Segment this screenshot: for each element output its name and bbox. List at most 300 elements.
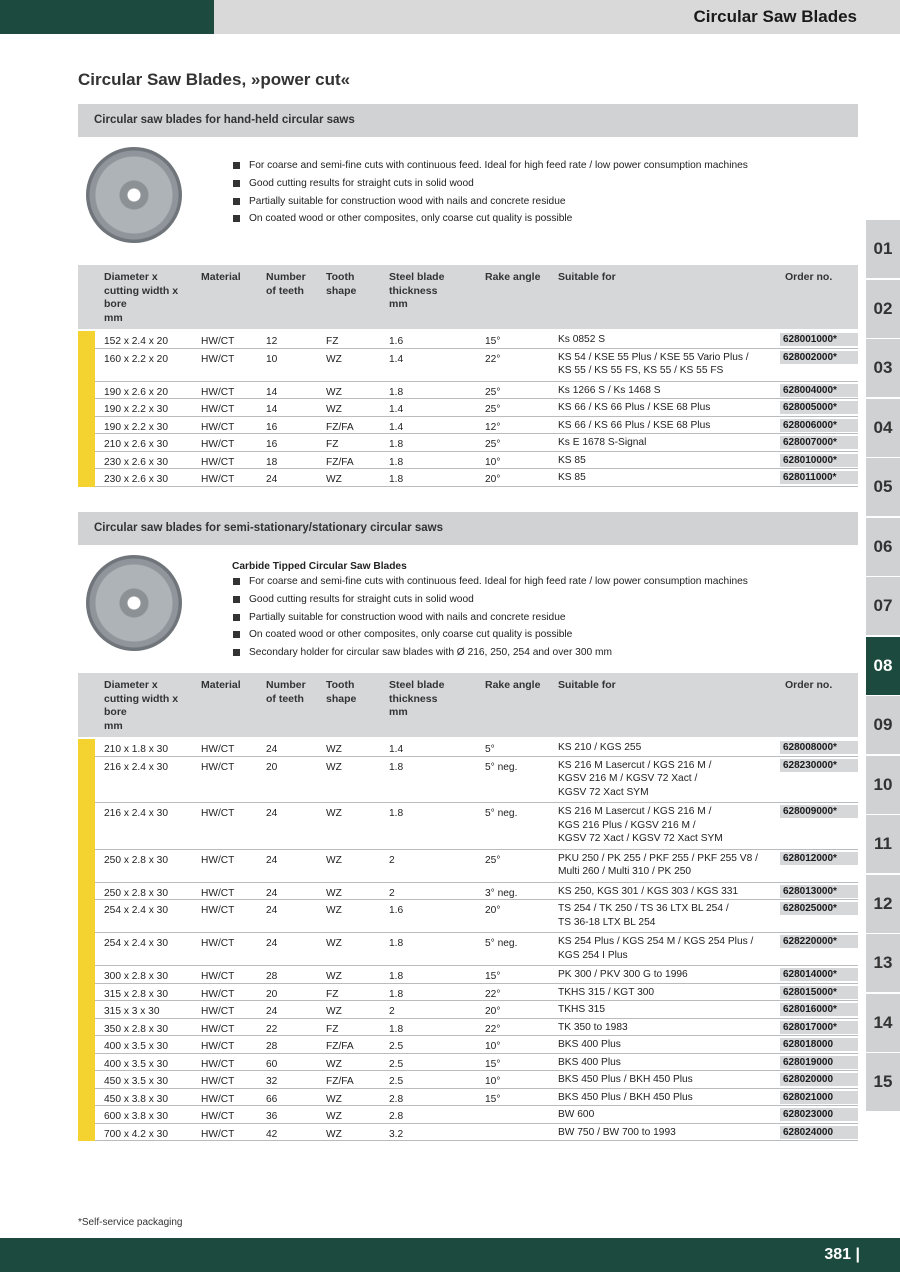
suitable-for-line: PK 300 / PKV 300 G to 1996 bbox=[558, 969, 688, 980]
thickness-cell: 2.8 bbox=[389, 1093, 404, 1105]
rake-angle-cell: 25° bbox=[485, 439, 501, 450]
teeth-cell: 20 bbox=[266, 988, 278, 1000]
thickness-cell: 1.6 bbox=[389, 336, 404, 347]
teeth-cell: 24 bbox=[266, 938, 278, 949]
diameter-cell: 450 x 3.8 x 30 bbox=[104, 1093, 169, 1105]
order-number: 628017000* bbox=[780, 1021, 858, 1034]
rake-angle-cell: 10° bbox=[485, 1041, 501, 1052]
feature-item: Partially suitable for construction wood with nails and concrete residue bbox=[232, 611, 748, 629]
chapter-title: Circular Saw Blades bbox=[693, 7, 857, 26]
col-header-tooth-shape: Tooth shape bbox=[326, 271, 357, 297]
rake-angle-cell: 12° bbox=[485, 421, 501, 433]
teeth-cell: 18 bbox=[266, 456, 278, 468]
diameter-cell: 300 x 2.8 x 30 bbox=[104, 971, 169, 982]
suitable-for-line: PKU 250 / PK 255 / PKF 255 / PKF 255 V8 / bbox=[558, 852, 758, 864]
col-header-teeth: Number of teeth bbox=[266, 271, 306, 297]
row-marker bbox=[78, 757, 95, 804]
suitable-for-line: Ks 1266 S / Ks 1468 S bbox=[558, 384, 661, 396]
thickness-cell: 1.8 bbox=[389, 456, 404, 468]
chapter-tab-05[interactable]: 05 bbox=[866, 458, 900, 516]
rake-angle-cell: 22° bbox=[485, 353, 501, 365]
tooth-shape-cell: WZ bbox=[326, 474, 342, 485]
col-header-rake-angle: Rake angle bbox=[485, 271, 541, 283]
suitable-for-cell bbox=[558, 401, 773, 415]
chapter-tab-15[interactable]: 15 bbox=[866, 1053, 900, 1111]
rake-angle-cell: 10° bbox=[485, 1076, 501, 1087]
diameter-cell: 230 x 2.6 x 30 bbox=[104, 456, 169, 468]
suitable-for-line: KS 250, KGS 301 / KGS 303 / KGS 331 bbox=[558, 885, 739, 897]
thickness-cell: 1.8 bbox=[389, 938, 404, 949]
suitable-for-line: KS 66 / KS 66 Plus / KSE 68 Plus bbox=[558, 402, 711, 413]
col-header-thickness: Steel blade thickness mm bbox=[389, 679, 445, 718]
col-header-material: Material bbox=[201, 679, 241, 691]
material-cell: HW/CT bbox=[201, 336, 235, 347]
thickness-cell: 1.8 bbox=[389, 474, 404, 485]
teeth-cell: 32 bbox=[266, 1076, 278, 1087]
thickness-cell: 2.8 bbox=[389, 1111, 404, 1122]
suitable-for-cell bbox=[558, 741, 773, 755]
material-cell: HW/CT bbox=[201, 386, 235, 398]
section-header-stationary bbox=[78, 512, 858, 545]
order-number: 628005000* bbox=[780, 401, 858, 414]
row-marker bbox=[78, 1106, 95, 1124]
tooth-shape-cell: WZ bbox=[326, 887, 342, 899]
suitable-for-line: TK 350 to 1983 bbox=[558, 1021, 628, 1033]
row-marker bbox=[78, 850, 95, 883]
product-table-stationary bbox=[78, 673, 858, 1141]
row-marker bbox=[78, 382, 95, 400]
thickness-cell: 2 bbox=[389, 1006, 395, 1017]
feature-list bbox=[232, 561, 748, 664]
diameter-cell: 250 x 2.8 x 30 bbox=[104, 854, 169, 866]
row-marker bbox=[78, 349, 95, 382]
order-number: 628008000* bbox=[780, 741, 858, 754]
suitable-for-line: KS 254 Plus / KGS 254 M / KGS 254 Plus / bbox=[558, 936, 754, 947]
chapter-tab-11[interactable]: 11 bbox=[866, 815, 900, 873]
material-cell: HW/CT bbox=[201, 761, 235, 773]
tooth-shape-cell: FZ/FA bbox=[326, 1076, 354, 1087]
page-title: Circular Saw Blades, »power cut« bbox=[78, 70, 351, 89]
suitable-for-line: KGSV 216 M / KGSV 72 Xact / bbox=[558, 773, 698, 784]
col-header-rake-angle: Rake angle bbox=[485, 679, 541, 691]
order-number: 628002000* bbox=[780, 351, 858, 364]
chapter-tab-14[interactable]: 14 bbox=[866, 994, 900, 1052]
suitable-for-cell bbox=[558, 351, 773, 378]
thickness-cell: 1.6 bbox=[389, 905, 404, 916]
rake-angle-cell: 20° bbox=[485, 1006, 501, 1017]
thickness-cell: 1.4 bbox=[389, 404, 404, 415]
col-header-thickness: Steel blade thickness mm bbox=[389, 271, 445, 310]
tooth-shape-cell: FZ bbox=[326, 1023, 339, 1035]
row-marker bbox=[78, 1001, 95, 1019]
tooth-shape-cell: WZ bbox=[326, 744, 342, 755]
teeth-cell: 22 bbox=[266, 1023, 278, 1035]
chapter-tab-03[interactable]: 03 bbox=[866, 339, 900, 397]
chapter-tab-13[interactable]: 13 bbox=[866, 934, 900, 992]
teeth-cell: 42 bbox=[266, 1128, 278, 1140]
rake-angle-cell: 20° bbox=[485, 905, 501, 916]
teeth-cell: 60 bbox=[266, 1058, 278, 1070]
tooth-shape-cell: WZ bbox=[326, 1093, 342, 1105]
suitable-for-line: BW 600 bbox=[558, 1109, 595, 1120]
row-marker bbox=[78, 1054, 95, 1072]
order-number: 628009000* bbox=[780, 805, 858, 818]
material-cell: HW/CT bbox=[201, 1023, 235, 1035]
suitable-for-cell bbox=[558, 885, 773, 899]
thickness-cell: 3.2 bbox=[389, 1128, 404, 1140]
suitable-for-line: BW 750 / BW 700 to 1993 bbox=[558, 1126, 676, 1138]
material-cell: HW/CT bbox=[201, 1006, 235, 1017]
feature-item: For coarse and semi-fine cuts with continuous feed. Ideal for high feed rate / low power consumption machines bbox=[232, 575, 748, 593]
feature-item: Good cutting results for straight cuts in solid wood bbox=[232, 177, 748, 195]
rake-angle-cell: 15° bbox=[485, 1093, 501, 1105]
teeth-cell: 16 bbox=[266, 439, 278, 450]
chapter-tab-08[interactable]: 08 bbox=[866, 637, 900, 695]
order-number: 628018000 bbox=[780, 1038, 858, 1051]
col-header-suitable-for: Suitable for bbox=[558, 679, 616, 691]
suitable-for-cell bbox=[558, 935, 773, 962]
table-row bbox=[78, 452, 858, 470]
diameter-cell: 350 x 2.8 x 30 bbox=[104, 1023, 169, 1035]
order-number: 628019000 bbox=[780, 1056, 858, 1069]
thickness-cell: 1.4 bbox=[389, 744, 404, 755]
section-title: Circular saw blades for semi-stationary/stationary circular saws bbox=[94, 522, 443, 534]
suitable-for-line: BKS 400 Plus bbox=[558, 1039, 621, 1050]
row-marker bbox=[78, 933, 95, 966]
row-marker bbox=[78, 1019, 95, 1037]
rake-angle-cell: 20° bbox=[485, 474, 501, 485]
suitable-for-line: Ks 0852 S bbox=[558, 334, 606, 345]
suitable-for-line: KS 54 / KSE 55 Plus / KSE 55 Vario Plus / bbox=[558, 351, 749, 363]
diameter-cell: 250 x 2.8 x 30 bbox=[104, 887, 169, 899]
teeth-cell: 36 bbox=[266, 1111, 278, 1122]
rake-angle-cell: 5° bbox=[485, 744, 495, 755]
row-marker bbox=[78, 966, 95, 984]
row-marker bbox=[78, 331, 95, 349]
diameter-cell: 254 x 2.4 x 30 bbox=[104, 938, 169, 949]
suitable-for-line: KS 85 bbox=[558, 454, 586, 466]
suitable-for-line: KS 210 / KGS 255 bbox=[558, 742, 642, 753]
suitable-for-cell bbox=[558, 333, 773, 347]
table-row bbox=[78, 933, 858, 966]
suitable-for-line: TS 254 / TK 250 / TS 36 LTX BL 254 / bbox=[558, 903, 729, 914]
material-cell: HW/CT bbox=[201, 1111, 235, 1122]
tooth-shape-cell: FZ bbox=[326, 988, 339, 1000]
teeth-cell: 16 bbox=[266, 421, 278, 433]
diameter-cell: 152 x 2.4 x 20 bbox=[104, 336, 169, 347]
suitable-for-line: TS 36-18 LTX BL 254 bbox=[558, 916, 656, 928]
suitable-for-line: TKHS 315 / KGT 300 bbox=[558, 986, 655, 998]
col-header-tooth-shape: Tooth shape bbox=[326, 679, 357, 705]
col-header-order-no: Order no. bbox=[785, 271, 833, 283]
thickness-cell: 1.4 bbox=[389, 353, 404, 365]
saw-blade-image bbox=[86, 147, 182, 243]
product-table-handheld bbox=[78, 265, 858, 487]
table-row bbox=[78, 739, 858, 757]
material-cell: HW/CT bbox=[201, 1041, 235, 1052]
table-row bbox=[78, 382, 858, 400]
tooth-shape-cell: FZ/FA bbox=[326, 421, 354, 433]
teeth-cell: 66 bbox=[266, 1093, 278, 1105]
diameter-cell: 450 x 3.5 x 30 bbox=[104, 1076, 169, 1087]
material-cell: HW/CT bbox=[201, 353, 235, 365]
suitable-for-cell bbox=[558, 1126, 773, 1140]
rake-angle-cell: 15° bbox=[485, 1058, 501, 1070]
row-marker bbox=[78, 739, 95, 757]
diameter-cell: 210 x 2.6 x 30 bbox=[104, 439, 169, 450]
tooth-shape-cell: FZ bbox=[326, 439, 339, 450]
suitable-for-line: Ks E 1678 S-Signal bbox=[558, 437, 647, 448]
order-number: 628014000* bbox=[780, 968, 858, 981]
suitable-for-cell bbox=[558, 852, 773, 879]
table-row bbox=[78, 1089, 858, 1107]
teeth-cell: 14 bbox=[266, 404, 278, 415]
tooth-shape-cell: WZ bbox=[326, 386, 342, 398]
col-header-suitable-for: Suitable for bbox=[558, 271, 616, 283]
suitable-for-line: Multi 260 / Multi 310 / PK 250 bbox=[558, 866, 692, 877]
suitable-for-cell bbox=[558, 968, 773, 982]
feature-list bbox=[232, 159, 748, 230]
thickness-cell: 1.4 bbox=[389, 421, 404, 433]
suitable-for-line: BKS 450 Plus / BKH 450 Plus bbox=[558, 1091, 693, 1103]
order-number: 628004000* bbox=[780, 384, 858, 397]
teeth-cell: 24 bbox=[266, 854, 278, 866]
bottom-bar bbox=[0, 1238, 900, 1272]
suitable-for-line: TKHS 315 bbox=[558, 1004, 605, 1015]
suitable-for-cell bbox=[558, 454, 773, 468]
suitable-for-cell bbox=[558, 805, 773, 846]
thickness-cell: 2.5 bbox=[389, 1058, 404, 1070]
tooth-shape-cell: WZ bbox=[326, 938, 342, 949]
row-marker bbox=[78, 469, 95, 487]
order-number: 628024000 bbox=[780, 1126, 858, 1139]
feature-list-title: Carbide Tipped Circular Saw Blades bbox=[232, 561, 407, 572]
chapter-tab-02[interactable]: 02 bbox=[866, 280, 900, 338]
tooth-shape-cell: FZ/FA bbox=[326, 456, 354, 468]
suitable-for-cell bbox=[558, 1108, 773, 1122]
rake-angle-cell: 25° bbox=[485, 404, 501, 415]
thickness-cell: 1.8 bbox=[389, 439, 404, 450]
rake-angle-cell: 22° bbox=[485, 988, 501, 1000]
table-row bbox=[78, 1124, 858, 1142]
tooth-shape-cell: WZ bbox=[326, 353, 342, 365]
tooth-shape-cell: FZ bbox=[326, 336, 339, 347]
order-number: 628020000 bbox=[780, 1073, 858, 1086]
material-cell: HW/CT bbox=[201, 1058, 235, 1070]
rake-angle-cell: 15° bbox=[485, 336, 501, 347]
table-header bbox=[78, 673, 858, 737]
diameter-cell: 315 x 2.8 x 30 bbox=[104, 988, 169, 1000]
material-cell: HW/CT bbox=[201, 971, 235, 982]
row-marker bbox=[78, 984, 95, 1002]
material-cell: HW/CT bbox=[201, 938, 235, 949]
diameter-cell: 210 x 1.8 x 30 bbox=[104, 744, 169, 755]
order-number: 628007000* bbox=[780, 436, 858, 449]
order-number: 628230000* bbox=[780, 759, 858, 772]
suitable-for-line: KS 55 / KS 55 FS, KS 55 / KS 55 FS bbox=[558, 365, 724, 376]
suitable-for-cell bbox=[558, 471, 773, 485]
suitable-for-cell bbox=[558, 986, 773, 1000]
suitable-for-line: KS 66 / KS 66 Plus / KSE 68 Plus bbox=[558, 419, 711, 431]
material-cell: HW/CT bbox=[201, 854, 235, 866]
table-row bbox=[78, 1071, 858, 1089]
tooth-shape-cell: FZ/FA bbox=[326, 1041, 354, 1052]
teeth-cell: 14 bbox=[266, 386, 278, 398]
tooth-shape-cell: WZ bbox=[326, 1058, 342, 1070]
chapter-tab-10[interactable]: 10 bbox=[866, 756, 900, 814]
teeth-cell: 24 bbox=[266, 744, 278, 755]
table-row bbox=[78, 1106, 858, 1124]
thickness-cell: 2.5 bbox=[389, 1076, 404, 1087]
table-row bbox=[78, 984, 858, 1002]
chapter-tab-04[interactable]: 04 bbox=[866, 399, 900, 457]
feature-item: Partially suitable for construction wood with nails and concrete residue bbox=[232, 195, 748, 213]
col-header-order-no: Order no. bbox=[785, 679, 833, 691]
col-header-diameter: Diameter x cutting width x bore mm bbox=[104, 679, 179, 732]
table-row bbox=[78, 850, 858, 883]
thickness-cell: 1.8 bbox=[389, 386, 404, 398]
teeth-cell: 12 bbox=[266, 336, 278, 347]
material-cell: HW/CT bbox=[201, 404, 235, 415]
chapter-tab-09[interactable]: 09 bbox=[866, 696, 900, 754]
section-header-handheld bbox=[78, 104, 858, 137]
tooth-shape-cell: WZ bbox=[326, 854, 342, 866]
tooth-shape-cell: WZ bbox=[326, 808, 342, 819]
suitable-for-cell bbox=[558, 1056, 773, 1070]
teeth-cell: 24 bbox=[266, 474, 278, 485]
diameter-cell: 254 x 2.4 x 30 bbox=[104, 905, 169, 916]
material-cell: HW/CT bbox=[201, 474, 235, 485]
chapter-tab-06[interactable]: 06 bbox=[866, 518, 900, 576]
suitable-for-line: BKS 400 Plus bbox=[558, 1056, 621, 1068]
suitable-for-cell bbox=[558, 1073, 773, 1087]
material-cell: HW/CT bbox=[201, 439, 235, 450]
table-row bbox=[78, 757, 858, 804]
tooth-shape-cell: WZ bbox=[326, 761, 342, 773]
suitable-for-cell bbox=[558, 436, 773, 450]
diameter-cell: 400 x 3.5 x 30 bbox=[104, 1041, 169, 1052]
order-number: 628021000 bbox=[780, 1091, 858, 1104]
material-cell: HW/CT bbox=[201, 1076, 235, 1087]
tooth-shape-cell: WZ bbox=[326, 404, 342, 415]
table-row bbox=[78, 883, 858, 901]
top-bar bbox=[0, 0, 900, 34]
suitable-for-cell bbox=[558, 1021, 773, 1035]
rake-angle-cell: 15° bbox=[485, 971, 501, 982]
row-marker bbox=[78, 1071, 95, 1089]
diameter-cell: 700 x 4.2 x 30 bbox=[104, 1128, 169, 1140]
rake-angle-cell: 25° bbox=[485, 854, 501, 866]
top-bar-accent bbox=[0, 0, 214, 34]
feature-item: On coated wood or other composites, only coarse cut quality is possible bbox=[232, 212, 748, 230]
suitable-for-line: KS 216 M Lasercut / KGS 216 M / bbox=[558, 759, 712, 771]
teeth-cell: 28 bbox=[266, 971, 278, 982]
table-row bbox=[78, 966, 858, 984]
col-header-material: Material bbox=[201, 271, 241, 283]
thickness-cell: 1.8 bbox=[389, 1023, 404, 1035]
rake-angle-cell: 25° bbox=[485, 386, 501, 398]
thickness-cell: 1.8 bbox=[389, 761, 404, 773]
row-marker bbox=[78, 417, 95, 435]
order-number: 628220000* bbox=[780, 935, 858, 948]
material-cell: HW/CT bbox=[201, 905, 235, 916]
order-number: 628015000* bbox=[780, 986, 858, 999]
order-number: 628016000* bbox=[780, 1003, 858, 1016]
thickness-cell: 1.8 bbox=[389, 971, 404, 982]
feature-item: On coated wood or other composites, only coarse cut quality is possible bbox=[232, 628, 748, 646]
table-row bbox=[78, 349, 858, 382]
table-row bbox=[78, 900, 858, 933]
table-row bbox=[78, 1054, 858, 1072]
rake-angle-cell: 5° neg. bbox=[485, 761, 518, 773]
suitable-for-cell bbox=[558, 902, 773, 929]
suitable-for-line: KS 85 bbox=[558, 472, 586, 483]
thickness-cell: 2.5 bbox=[389, 1041, 404, 1052]
material-cell: HW/CT bbox=[201, 421, 235, 433]
feature-item: Good cutting results for straight cuts in solid wood bbox=[232, 593, 748, 611]
section-title: Circular saw blades for hand-held circular saws bbox=[94, 114, 355, 126]
thickness-cell: 2 bbox=[389, 887, 395, 899]
suitable-for-cell bbox=[558, 1003, 773, 1017]
chapter-tab-12[interactable]: 12 bbox=[866, 875, 900, 933]
material-cell: HW/CT bbox=[201, 988, 235, 1000]
table-row bbox=[78, 1001, 858, 1019]
suitable-for-line: KGSV 72 Xact SYM bbox=[558, 786, 649, 798]
material-cell: HW/CT bbox=[201, 744, 235, 755]
suitable-for-cell bbox=[558, 1038, 773, 1052]
feature-item: For coarse and semi-fine cuts with continuous feed. Ideal for high feed rate / low power consumption machines bbox=[232, 159, 748, 177]
diameter-cell: 216 x 2.4 x 30 bbox=[104, 808, 169, 819]
order-number: 628006000* bbox=[780, 419, 858, 432]
col-header-teeth: Number of teeth bbox=[266, 679, 306, 705]
thickness-cell: 1.8 bbox=[389, 808, 404, 819]
row-marker bbox=[78, 434, 95, 452]
row-marker bbox=[78, 1124, 95, 1142]
material-cell: HW/CT bbox=[201, 808, 235, 819]
order-number: 628023000 bbox=[780, 1108, 858, 1121]
order-number: 628011000* bbox=[780, 471, 858, 484]
order-number: 628012000* bbox=[780, 852, 858, 865]
row-marker bbox=[78, 1089, 95, 1107]
row-marker bbox=[78, 1036, 95, 1054]
suitable-for-cell bbox=[558, 384, 773, 398]
teeth-cell: 24 bbox=[266, 905, 278, 916]
suitable-for-cell bbox=[558, 759, 773, 800]
suitable-for-cell bbox=[558, 1091, 773, 1105]
rake-angle-cell: 5° neg. bbox=[485, 808, 518, 819]
feature-item: Secondary holder for circular saw blades with Ø 216, 250, 254 and over 300 mm bbox=[232, 646, 748, 664]
row-marker bbox=[78, 900, 95, 933]
order-number: 628001000* bbox=[780, 333, 858, 346]
tooth-shape-cell: WZ bbox=[326, 1128, 342, 1140]
chapter-tab-07[interactable]: 07 bbox=[866, 577, 900, 635]
col-header-diameter: Diameter x cutting width x bore mm bbox=[104, 271, 179, 324]
diameter-cell: 400 x 3.5 x 30 bbox=[104, 1058, 169, 1070]
rake-angle-cell: 22° bbox=[485, 1023, 501, 1035]
tooth-shape-cell: WZ bbox=[326, 905, 342, 916]
tooth-shape-cell: WZ bbox=[326, 971, 342, 982]
tooth-shape-cell: WZ bbox=[326, 1006, 342, 1017]
suitable-for-line: KGS 216 Plus / KGSV 216 M / bbox=[558, 819, 696, 831]
order-number: 628025000* bbox=[780, 902, 858, 915]
table-row bbox=[78, 399, 858, 417]
diameter-cell: 315 x 3 x 30 bbox=[104, 1006, 160, 1017]
table-header bbox=[78, 265, 858, 329]
chapter-tab-01[interactable]: 01 bbox=[866, 220, 900, 278]
material-cell: HW/CT bbox=[201, 456, 235, 468]
table-row bbox=[78, 434, 858, 452]
teeth-cell: 28 bbox=[266, 1041, 278, 1052]
